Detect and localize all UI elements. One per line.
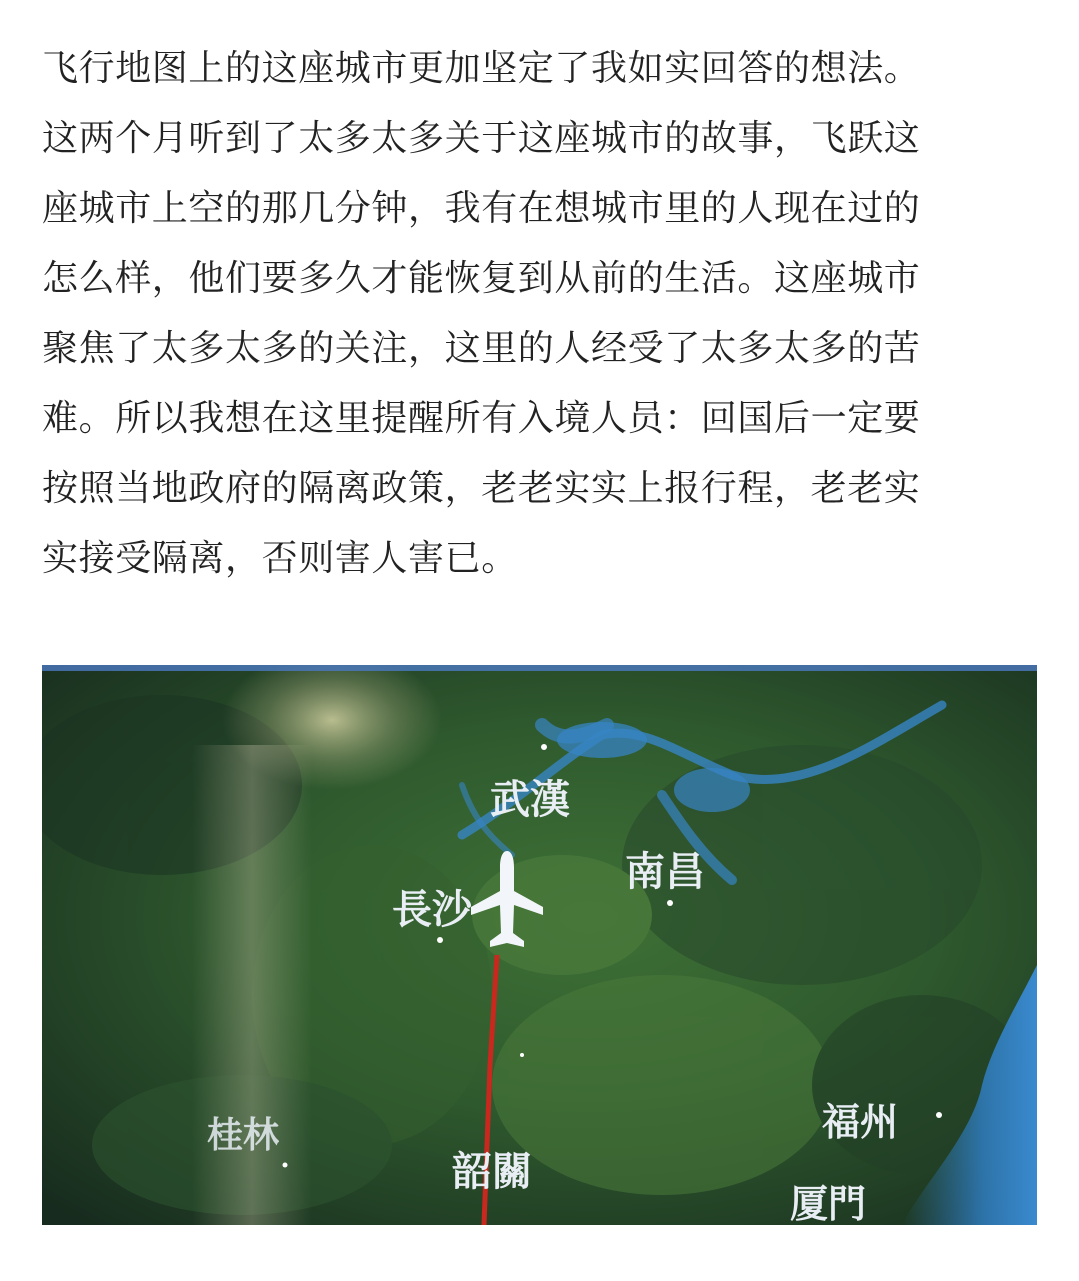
flight-map-photo: [42, 665, 1037, 1225]
flight-map: [42, 665, 1037, 1225]
article-text: [42, 34, 1038, 594]
article-line: 座城市上空的那几分钟，我有在想城市里的人现在过的: [42, 188, 921, 229]
article-line: 难。所以我想在这里提醒所有入境人员：回国后一定要: [42, 398, 921, 439]
city-label-shaoguan: 韶關: [452, 1149, 532, 1195]
city-label-nanchang: 南昌: [625, 849, 705, 895]
city-label-fuzhou: 福州: [822, 1100, 899, 1144]
article-line: 怎么样，他们要多久才能恢复到从前的生活。这座城市: [42, 258, 921, 299]
city-label-wuhan: 武漢: [490, 777, 570, 823]
article-line: 这两个月听到了太多太多关于这座城市的故事，飞跃这: [42, 118, 921, 159]
lake: [557, 722, 647, 758]
article-line: 聚焦了太多太多的关注，这里的人经受了太多太多的苦: [42, 328, 921, 369]
city-label-xiamen: 厦門: [790, 1182, 867, 1225]
article-line: 实接受隔离，否则害人害已。: [42, 538, 518, 579]
article-line: 按照当地政府的隔离政策，老老实实上报行程，老老实: [42, 468, 921, 509]
city-label-guilin: 桂林: [207, 1115, 280, 1156]
lake: [674, 768, 750, 812]
article-line: 飞行地图上的这座城市更加坚定了我如实回答的想法。: [42, 48, 921, 89]
city-label-changsha: 長沙: [392, 887, 472, 933]
screen-edge: [42, 665, 1037, 671]
